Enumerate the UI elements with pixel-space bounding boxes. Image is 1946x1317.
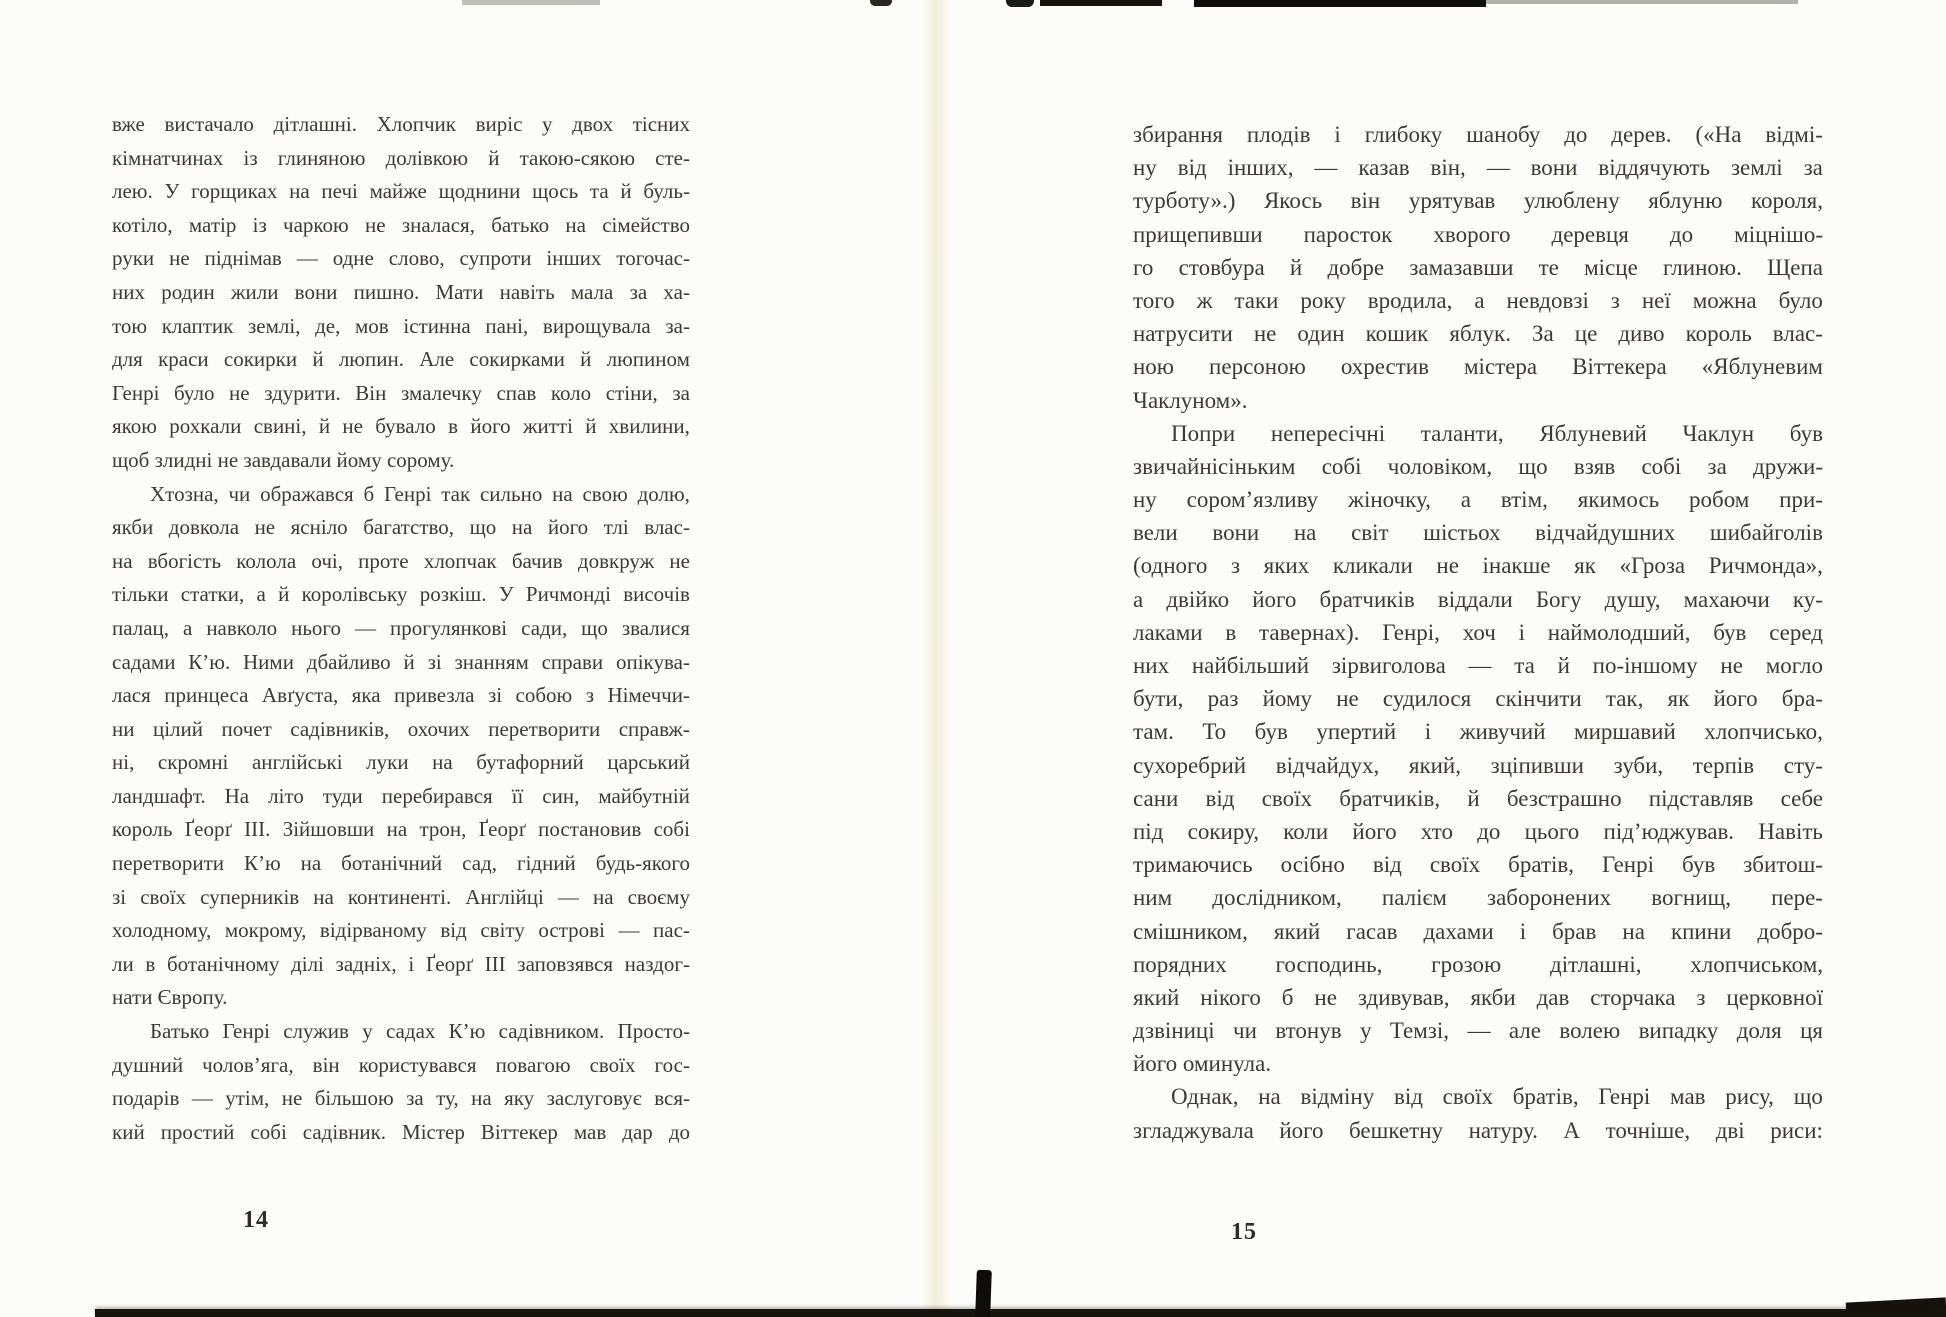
text-line: тримаючись осібно від своїх братів, Генрі був збитош- [1133, 852, 1823, 878]
text-line: палац, а навколо нього — прогулянкові сади, що звалися [112, 615, 690, 640]
scan-artifact-top-blob [1006, 0, 1034, 7]
text-line: король Ґеорґ III. Зійшовши на трон, Ґеорґ постановив собі [112, 817, 690, 842]
text-line: звичайнісіньким собі чоловіком, що взяв собі за дружи- [1133, 453, 1823, 479]
text-line: турботу».) Якось він урятував улюблену яблуню короля, [1133, 188, 1823, 214]
text-line: там. То був упертий і живучий миршавий хлопчисько, [1133, 719, 1823, 745]
text-line: лаками в тавернах). Генрі, хоч і наймолодший, був серед [1133, 619, 1823, 645]
scan-artifact-top-smudge [462, 0, 600, 5]
text-line: садами К’ю. Ними дбайливо й зі знанням справи опікува- [112, 649, 690, 674]
text-line: ним дослідником, палієм заборонених вогнищ, пере- [1133, 885, 1823, 911]
page-left-text [112, 108, 690, 1149]
text-line: Однак, на відміну від своїх братів, Генрі мав рису, що [1171, 1084, 1823, 1110]
text-line: дзвіниці чи втонув у Темзі, — але волею випадку доля ця [1133, 1018, 1823, 1044]
page-gutter-shadow [922, 0, 952, 1317]
text-line: кімнатчинах із глиняною долівкою й такою-сякою сте- [112, 145, 690, 170]
text-line: тільки статки, а й королівську розкіш. У Ричмонді височів [112, 582, 690, 607]
text-line: прищепивши паросток хворого деревця до міцнішо- [1133, 221, 1823, 247]
text-line: ландшафт. На літо туди перебирався її син, майбутній [112, 783, 690, 808]
scan-artifact-top-faint [1486, 0, 1798, 4]
text-line: сухоребрий відчайдух, який, зціпивши зуби, терпів сту- [1133, 752, 1823, 778]
page-number-left: 14 [243, 1207, 269, 1233]
text-line: нати Європу. [112, 985, 228, 1010]
text-line: Попри непересічні таланти, Яблуневий Чаклун був [1171, 420, 1823, 446]
text-line: ну від інших, — казав він, — вони віддячують землі за [1133, 155, 1823, 181]
text-line: (одного з яких кликали не інакше як «Гроза Ричмонда», [1133, 553, 1823, 579]
text-line: бути, раз йому не судилося скінчити так, як його бра- [1133, 686, 1823, 712]
text-line: котіло, матір із чаркою не зналася, батько на сімейство [112, 212, 690, 237]
text-line: а двійко його братчиків віддали Богу душу, махаючи ку- [1133, 586, 1823, 612]
text-line: того ж таки року вродила, а невдовзі з неї можна було [1133, 287, 1823, 313]
scan-artifact-top-bar [1040, 0, 1162, 6]
text-line: Генрі було не здурити. Він змалечку спав коло стіни, за [112, 380, 690, 405]
text-line: душний чолов’яга, він користувався повагою своїх гос- [112, 1052, 690, 1077]
text-line: го стовбура й добре замазавши те місце глиною. Щепа [1133, 254, 1823, 280]
text-line: збирання плодів і глибоку шанобу до дерев. («На відмі- [1133, 122, 1823, 147]
scan-artifact-bottom-bar [95, 1309, 1946, 1317]
text-line: подарів — утім, не більшою за ту, на яку заслуговує вся- [112, 1086, 690, 1111]
scan-artifact-gutter-blob [975, 1270, 992, 1317]
text-line: ну сором’язливу жіночку, а втім, якимось робом при- [1133, 487, 1823, 513]
text-line: перетворити К’ю на ботанічний сад, гідний будь-якого [112, 851, 690, 876]
text-line: його оминула. [1133, 1051, 1272, 1077]
text-line: ли в ботанічному ділі задніх, і Ґеорґ III заповзявся наздог- [112, 951, 690, 976]
text-line: холодному, мокрому, відірваному від світу острові — пас- [112, 918, 690, 943]
text-line: лею. У горщиках на печі майже щоднини щось та й буль- [112, 179, 690, 204]
text-line: ною персоною охрестив містера Віттекера «Яблуневим [1133, 354, 1823, 380]
text-line: Чаклуном». [1133, 387, 1248, 413]
text-line: сани від своїх братчиків, й безстрашно підставляв себе [1133, 785, 1823, 811]
scan-artifact-top-bar [1194, 0, 1486, 7]
text-line: вже вистачало дітлашні. Хлопчик виріс у двох тісних [112, 112, 690, 136]
text-line: них найбільший зірвиголова — та й по-іншому не могло [1133, 653, 1823, 678]
text-line: руки не піднімав — одне слово, супроти інших тогочас- [112, 246, 690, 271]
page-number-right: 15 [1231, 1219, 1257, 1245]
text-line: тою клаптик землі, де, мов істинна пані, вирощувала за- [112, 313, 690, 338]
text-line: для краси сокирки й люпин. Але сокирками й люпином [112, 347, 690, 372]
text-line: під сокиру, коли його хто до цього під’юджував. Навіть [1133, 818, 1823, 844]
text-line: Хтозна, чи ображався б Генрі так сильно на свою долю, [150, 481, 690, 506]
text-line: ни цілий почет садівників, охочих перетворити справж- [112, 716, 690, 741]
scan-artifact-top-blob [870, 0, 892, 6]
text-line: них родин жили вони пишно. Мати навіть мала за ха- [112, 279, 690, 304]
text-line: смішником, який гасав дахами і брав на кпини добро- [1133, 918, 1823, 944]
text-line: якою рохкали свині, й не бувало в його житті й хвилини, [112, 414, 690, 439]
text-line: якби довкола не ясніло багатство, що на його тлі влас- [112, 515, 690, 540]
text-line: натрусити не один кошик яблук. За це диво король влас- [1133, 321, 1823, 347]
text-line: Батько Генрі служив у садах К’ю садівником. Просто- [150, 1019, 690, 1044]
text-line: лася принцеса Авґуста, яка привезла зі собою з Німеччи- [112, 683, 690, 708]
page-right-text [1133, 118, 1823, 1147]
text-line: зі своїх суперників на континенті. Англійці — на своєму [112, 884, 690, 909]
text-line: ні, скромні англійські луки на бутафорний царський [112, 750, 690, 775]
text-line: згладжувала його бешкетну натуру. А точніше, дві риси: [1133, 1117, 1823, 1143]
text-line: порядних господинь, грозою дітлашні, хлопчиськом, [1133, 951, 1823, 977]
text-line: на вбогість колола очі, проте хлопчак бачив довкруж не [112, 548, 690, 573]
text-line: який нікого б не здивував, якби дав сторчака з церковної [1133, 984, 1823, 1010]
text-line: вели вони на світ шістьох відчайдушних шибайголів [1133, 520, 1823, 546]
text-line: щоб злидні не завдавали йому сорому. [112, 447, 455, 472]
text-line: кий простий собі садівник. Містер Віттекер мав дар до [112, 1119, 690, 1144]
